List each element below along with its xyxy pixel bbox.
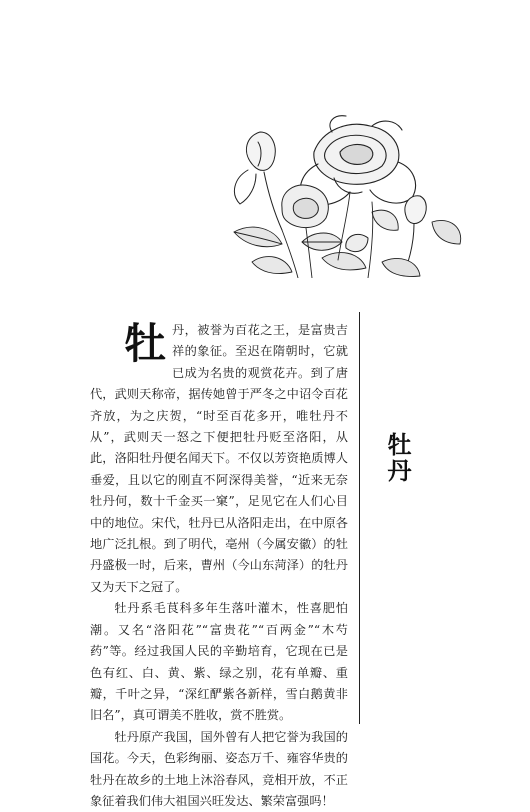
dropcap: 牡: [124, 319, 167, 368]
section-title: 牡丹: [383, 432, 412, 484]
paragraph-1-text: 丹，被誉为百花之王，是富贵吉祥的象征。至迟在隋朝时，它就已成为名贵的观赏花卉。到了唐代，武则天称帝，据传她曾于严冬之中诏令百花齐放，为之庆贺，“时至百花多开，唯牡丹不从”，武则天一怒之下便把牡丹贬至洛阳，从此，洛阳牡丹便名闻天下。不仅以芳资艳质博人垂爱，且以它的刚直不阿深得美誉，“近来无奈牡丹何，数十千金买一窠”，足见它在人们心目中的地位。宋代，牡丹已从洛阳走出，在中原各地广泛扎根。到了明代，亳州（今属安徽）的牡丹盛极一时，后来，曹州（今山东菏泽）的牡丹又为天下之冠了。: [90, 323, 348, 594]
paragraph-2: 牡丹系毛茛科多年生落叶灌木，性喜肥怕潮。又名“洛阳花”“富贵花”“百两金”“木芍药”等。经过我国人民的辛勤培育，它现在已是色有红、白、黄、紫、绿之别，花有单瓣、重瓣，千叶之异，“深红酽紫各新样，雪白鹅黄非旧名”，真可谓美不胜收，赏不胜赏。: [90, 601, 348, 723]
paragraph-3: 牡丹原产我国，国外曾有人把它誉为我国的国花。今天，色彩绚丽、姿态万千、雍容华贵的牡丹在故乡的土地上沐浴春风，竞相开放，不正象征着我们伟大祖国兴旺发达、繁荣富强吗！: [90, 729, 348, 808]
vertical-divider: [359, 312, 360, 724]
paragraph-1: [90, 320, 348, 598]
article-body: [90, 320, 348, 812]
peony-illustration: [222, 112, 530, 278]
